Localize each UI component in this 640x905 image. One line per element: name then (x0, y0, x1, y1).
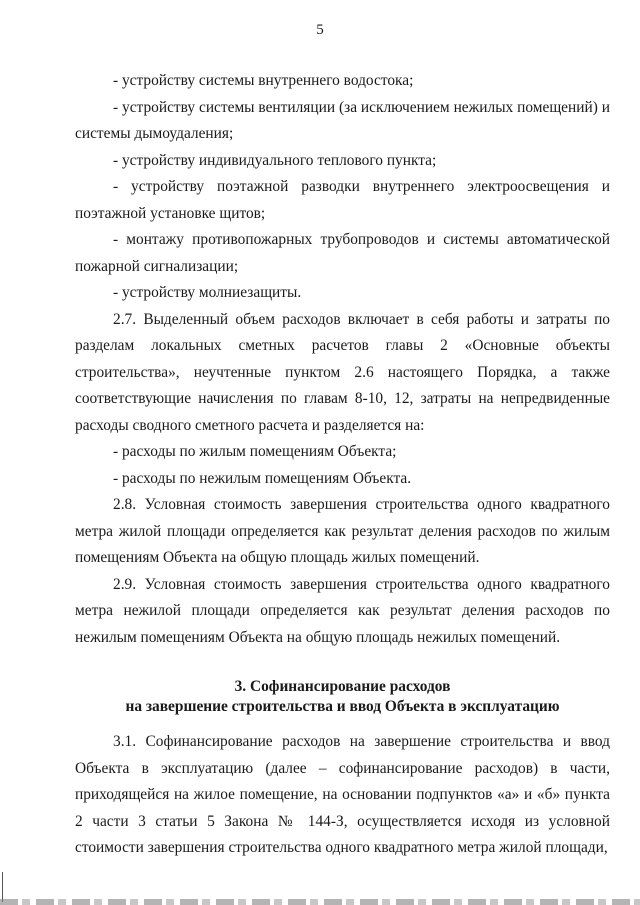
list-item: - расходы по жилым помещениям Объекта; (113, 443, 397, 460)
scan-artifact-bottom (0, 899, 640, 905)
paragraph-2-9: 2.9. Условная стоимость завершения строительства одного квадратного метра нежилой площади определяется как результат деления расходов по нежилым помещениям Объекта на общую площадь нежилых помещений. (75, 575, 610, 646)
list-item: - расходы по нежилым помещениям Объекта. (113, 469, 412, 487)
section-title-line-2: на завершение строительства и ввод Объекта в эксплуатацию (125, 698, 560, 715)
document-body (75, 68, 610, 862)
list-item: - монтажу противопожарных трубопроводов и системы автоматической пожарной сигнализации; (75, 231, 610, 275)
section-title-line-1: 3. Софинансирование расходов (234, 678, 451, 695)
paragraph-2-8: 2.8. Условная стоимость завершения строительства одного квадратного метра жилой площади определяется как результат деления расходов по жилым помещениям Объекта на общую площадь жилых помещений. (75, 496, 610, 566)
list-item: - устройству индивидуального теплового пункта; (113, 151, 437, 169)
list-item: - устройству системы вентиляции (за исключением нежилых помещений) и системы дымоудаления; (75, 98, 610, 142)
page-number: 5 (316, 22, 324, 38)
list-item: - устройству молниезащиты. (113, 284, 302, 301)
paragraph-3-1: 3.1. Софинансирование расходов на завершение строительства и ввод Объекта в эксплуатацию (далее – софинансирование расходов) в части, приходящейся на жилое помещение, на основании подпунктов «а» и «б» пункта 2 части 3 статьи 5 Закона № 144-З, осуществляется исходя из условной стоимости завершения строительства одного квадратного метра жилой площади, (75, 733, 610, 856)
paragraph-2-7: 2.7. Выделенный объем расходов включает в себя работы и затраты по разделам локальных сметных расчетов главы 2 «Основные объекты строительства», неучтенные пунктом 2.6 настоящего Порядка, а также соответствующие начисления по главам 8-10, 12, затраты на непредвиденные расходы сводного сметного расчета и разделяется на: (75, 310, 610, 434)
list-item: - устройству системы внутреннего водостока; (113, 72, 414, 89)
scan-artifact-left (2, 872, 3, 902)
list-item: - устройству поэтажной разводки внутреннего электроосвещения и поэтажной установке щитов; (75, 178, 610, 222)
section-heading (75, 677, 610, 717)
